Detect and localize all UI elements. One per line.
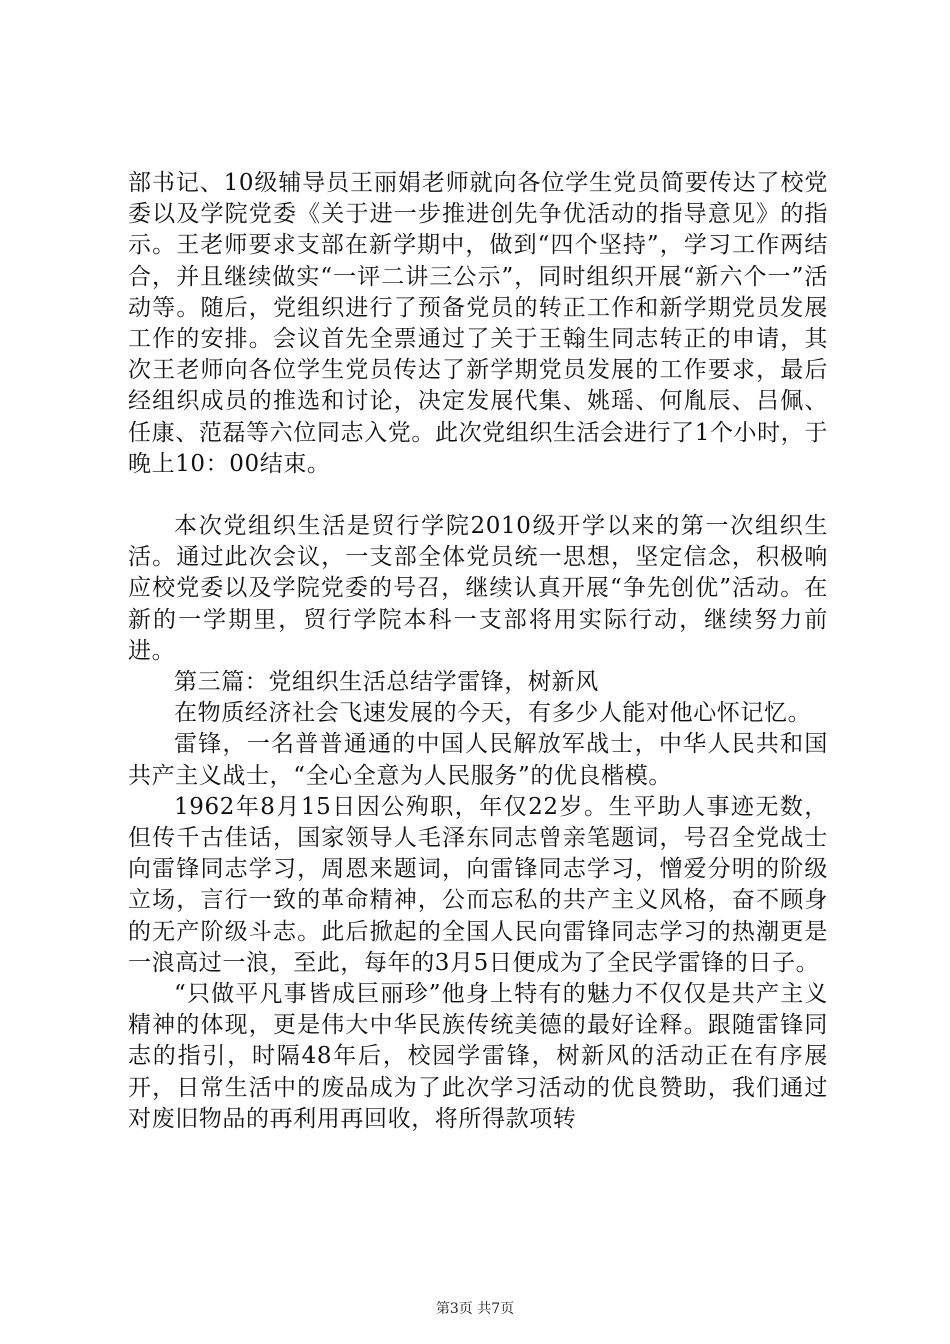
page-number-footer: 第3页 共7页 xyxy=(435,1301,515,1317)
paragraph-meeting-summary: 部书记、10级辅导员王丽娟老师就向各位学生党员简要传达了校党委以及学院党委《关于进一步推进创先争优活动的指导意见》的指示。王老师要求支部在新学期中，做到“四个坚持”，学习工作两结合，并且继续做实“一评二讲三公示”，同时组织开展“新六个一”活动等。随后，党组织进行了预备党员的转正工作和新学期党员发展工作的安排。会议首先全票通过了关于王翰生同志转正的申请，其次王老师向各位学生党员传达了新学期党员发展的工作要求，最后经组织成员的推选和讨论，决定发展代集、姚瑶、何胤辰、吕佩、任康、范磊等六位同志入党。此次党组织生活会进行了1个小时，于晚上10：00结束。 xyxy=(128,170,828,477)
paragraph-conclusion: 本次党组织生活是贸行学院2010级开学以来的第一次组织生活。通过此次会议，一支部全体党员统一思想，坚定信念，积极响应校党委以及学院党委的号召，继续认真开展“争先创优”活动。在新的一学期里，贸行学院本科一支部将用实际行动，继续努力前进。 xyxy=(128,513,828,664)
paragraph-intro: 在物质经济社会飞速发展的今天，有多少人能对他心怀记忆。 xyxy=(174,700,812,727)
section-heading: 第三篇：党组织生活总结学雷锋，树新风 xyxy=(174,669,599,696)
paragraph-campus-activity: “只做平凡事皆成巨丽珍”他身上特有的魅力不仅仅是共产主义精神的体现，更是伟大中华民族传统美德的最好诠释。跟随雷锋同志的指引，时隔48年后，校园学雷锋，树新风的活动正在有序展开，日常生活中的废品成为了此次学习活动的优良赞助，我们通过对废旧物品的再利用再回收，将所得款项转 xyxy=(128,981,828,1132)
paragraph-lei-feng: 雷锋，一名普普通通的中国人民解放军战士，中华人民共和国共产主义战士，“全心全意为人民服务”的优良楷模。 xyxy=(128,731,828,789)
paragraph-history: 1962年8月15日因公殉职，年仅22岁。生平助人事迹无数，但传千古佳话，国家领导人毛泽东同志曾亲笔题词，号召全党战士向雷锋同志学习，周恩来题词，向雷锋同志学习，憎爱分明的阶级立场，言行一致的革命精神，公而忘私的共产主义风格，奋不顾身的无产阶级斗志。此后掀起的全国人民向雷锋同志学习的热潮更是一浪高过一浪，至此，每年的3月5日便成为了全民学雷锋的日子。 xyxy=(128,793,828,976)
document-body xyxy=(128,168,828,1135)
